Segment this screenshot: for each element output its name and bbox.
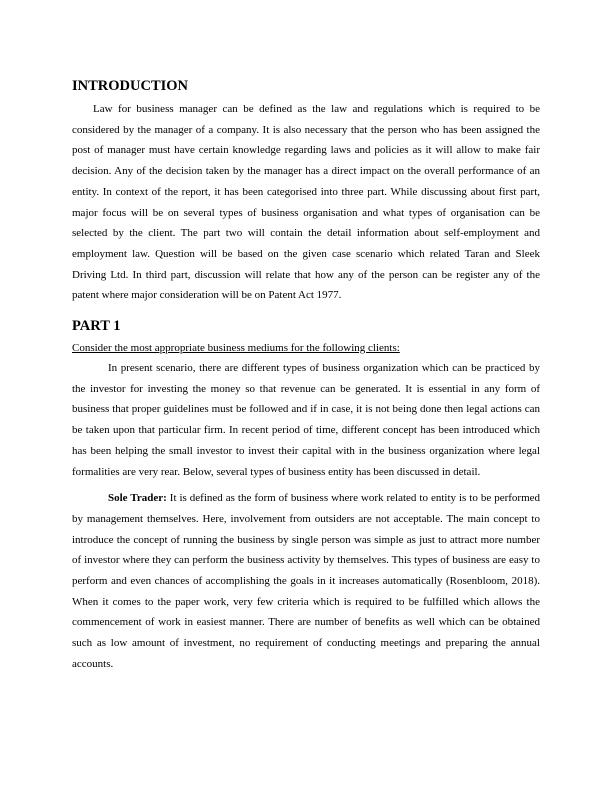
introduction-heading: INTRODUCTION	[72, 78, 189, 94]
introduction-paragraph: Law for business manager can be defined as the law and regulations which is required to be considered by the manager of a company. It is also necessary that the person who has been assigned the post of manager must have certain knowledge regarding laws and policies as it will allow to make fair decision. Any of the decision taken by the manager has a direct impact on the overall performance of an entity. In context of the report, it has been categorised into three part. While discussing about first part, major focus will be on several types of business organisation and what types of organisation can be selected by the client. The part two will contain the detail information about self-employment and employment law. Question will be based on the given case scenario which related Taran and Sleek Driving Ltd. In third part, discussion will relate that how any of the person can be register any of the patent where major consideration will be on Patent Act 1977.	[72, 103, 540, 302]
part1-paragraph: In present scenario, there are different types of business organization which can be practiced by the investor for investing the money so that revenue can be generated. It is essential in any form of business that proper guidelines must be followed and if in case, it is not being done then legal actions can be taken upon that particular firm. In recent period of time, different concept has been introduced which has been helping the small investor to invest their capital with in the business organization where legal formalities are very rear. Below, several types of business entity has been discussed in detail.	[72, 362, 540, 478]
sole-trader-paragraph	[72, 488, 540, 674]
part1-subheading: Consider the most appropriate business mediums for the following clients:	[72, 342, 400, 355]
part1-heading: PART 1	[72, 318, 121, 335]
sole-trader-text: It is defined as the form of business where work related to entity is to be performed by management themselves. Here, involvement from outsiders are not acceptable. The main concept to introduce the concept of running the business by single person was simple as just to attract more number of investor where they can perform the business activity by themselves. This types of business are easy to perform and even chances of accomplishing the goals in it increases automatically (Rosenbloom, 2018). When it comes to the paper work, very few criteria which is required to be fulfilled which allows the commencement of work in easiest manner. There are number of benefits as well which can be obtained such as low amount of investment, no requirement of conducting meetings and preparing the annual accounts.	[72, 492, 541, 670]
sole-trader-label: Sole Trader:	[108, 492, 167, 505]
document-page	[72, 76, 540, 675]
